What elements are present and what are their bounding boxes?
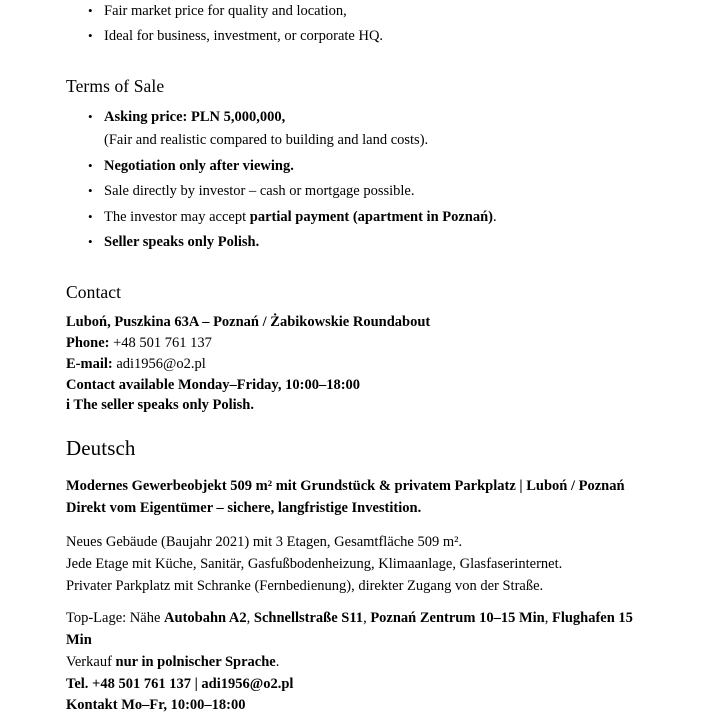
terms-of-sale-list — [66, 106, 651, 255]
german-tel-line[interactable]: Tel. +48 501 761 137 | adi1956@o2.pl — [66, 675, 294, 692]
german-body-line-2: Jede Etage mit Küche, Sanitär, Gasfußbodenheizung, Klimaanlage, Glasfaserinternet. — [66, 556, 563, 573]
email-label: E-mail: — [66, 355, 113, 372]
sep-1: , — [246, 610, 254, 627]
phone-value[interactable]: +48 501 761 137 — [109, 334, 212, 351]
sep-2: , — [363, 610, 371, 627]
german-body-line-1: Neues Gebäude (Baujahr 2021) mit 3 Etagen, Gesamtfläche 509 m². — [66, 534, 463, 551]
contact-language-note: i The seller speaks only Polish. — [66, 397, 254, 414]
list-item: • Fair market price for quality and location, — [66, 0, 651, 23]
list-item — [66, 206, 651, 229]
phone-label: Phone: — [66, 334, 110, 351]
asking-price-note: (Fair and realistic compared to building and land costs). — [104, 132, 429, 149]
german-kontakt-line: Kontakt Mo–Fr, 10:00–18:00 — [66, 697, 246, 714]
german-title-line-2: Direkt vom Eigentümer – sichere, langfristige Investition. — [66, 500, 422, 517]
german-title-line-1: Modernes Gewerbeobjekt 509 m² mit Grundstück & privatem Parkplatz | Luboń / Poznań — [66, 478, 625, 495]
german-body-line-3: Privater Parkplatz mit Schranke (Fernbedienung), direkter Zugang von der Straße. — [66, 578, 544, 595]
contact-availability: Contact available Monday–Friday, 10:00–18:00 — [66, 376, 361, 393]
list-item — [66, 180, 651, 203]
german-sale-post: . — [275, 653, 280, 670]
partial-payment-bold: partial payment (apartment in Poznań) — [249, 208, 494, 225]
terms-of-sale-heading: Terms of Sale — [66, 75, 165, 96]
german-sale-language: nur in polnischer Sprache — [115, 653, 276, 670]
german-highway: Autobahn A2 — [164, 610, 247, 627]
german-title — [66, 475, 651, 519]
email-value[interactable]: adi1956@o2.pl — [112, 355, 206, 372]
german-city-center: Poznań Zentrum 10–15 Min — [370, 610, 545, 627]
asking-price-text: Asking price: PLN 5,000,000, — [104, 108, 286, 125]
contact-email — [66, 354, 651, 375]
german-body-paragraph — [66, 531, 651, 597]
seller-language-text: Seller speaks only Polish. — [104, 234, 260, 251]
contact-heading: Contact — [66, 281, 122, 302]
german-sale-prefix: Verkauf — [66, 653, 116, 670]
german-location-prefix: Top-Lage: Nähe — [66, 610, 165, 627]
list-item — [66, 155, 651, 178]
contact-address: Luboń, Puszkina 63A – Poznań / Żabikowskie Roundabout — [66, 313, 431, 330]
partial-payment-prefix: The investor may accept — [104, 208, 250, 225]
contact-phone — [66, 333, 651, 354]
list-item — [66, 106, 651, 153]
sale-direct-text: Sale directly by investor – cash or mortgage possible. — [104, 183, 415, 200]
german-location-paragraph — [66, 608, 651, 717]
german-section-heading: Deutsch — [66, 436, 136, 461]
negotiation-text: Negotiation only after viewing. — [104, 157, 294, 174]
top-bullet-list — [66, 0, 651, 49]
list-item — [66, 231, 651, 254]
german-expressway: Schnellstraße S11 — [253, 610, 364, 627]
list-item: • Ideal for business, investment, or corporate HQ. — [66, 25, 651, 48]
contact-block — [66, 312, 651, 416]
german-airport: Flughafen 15 Min — [66, 610, 633, 649]
partial-payment-post: . — [493, 208, 497, 225]
sep-3: , — [544, 610, 552, 627]
